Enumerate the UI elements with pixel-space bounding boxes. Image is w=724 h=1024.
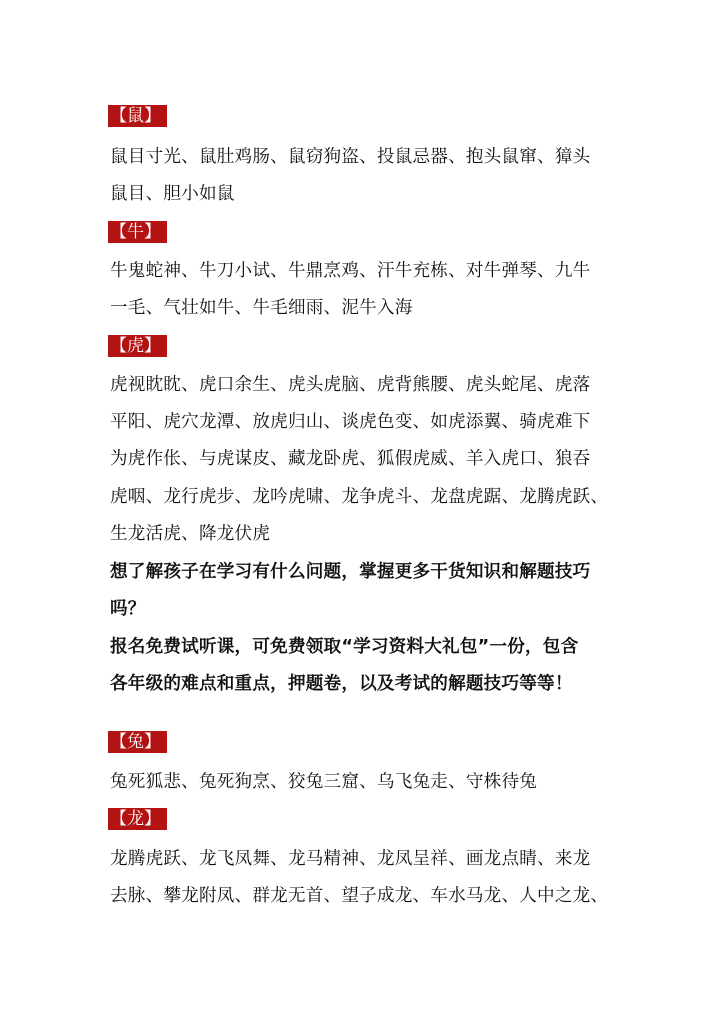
idiom-line: 龙腾虎跃、龙飞凤舞、龙马精神、龙凤呈祥、画龙点睛、来龙	[110, 849, 591, 869]
idiom-line: 鼠目寸光、鼠肚鸡肠、鼠窃狗盗、投鼠忌器、抱头鼠窜、獐头	[110, 147, 591, 167]
section-tag-rabbit: 【兔】	[108, 731, 167, 753]
section-tag-dragon: 【龙】	[108, 808, 167, 830]
idiom-line: 鼠目、胆小如鼠	[110, 184, 235, 204]
idiom-line: 去脉、攀龙附凤、群龙无首、望子成龙、车水马龙、人中之龙、	[110, 886, 609, 906]
section-tag-tiger: 【虎】	[108, 335, 167, 357]
promo-line: 报名免费试听课，可免费领取“学习资料大礼包”一份，包含	[110, 637, 579, 657]
idiom-line: 兔死狐悲、兔死狗烹、狡兔三窟、乌飞兔走、守株待兔	[110, 772, 538, 792]
promo-line: 吗？	[110, 599, 146, 619]
idiom-line: 一毛、气壮如牛、牛毛细雨、泥牛入海	[110, 298, 413, 318]
idiom-line: 平阳、虎穴龙潭、放虎归山、谈虎色变、如虎添翼、骑虎难下	[110, 412, 591, 432]
section-tag-ox: 【牛】	[108, 221, 167, 243]
promo-line: 想了解孩子在学习有什么问题，掌握更多干货知识和解题技巧	[110, 562, 591, 582]
idiom-line: 生龙活虎、降龙伏虎	[110, 524, 271, 544]
promo-line: 各年级的难点和重点，押题卷，以及考试的解题技巧等等！	[110, 674, 573, 694]
idiom-line: 为虎作伥、与虎谋皮、藏龙卧虎、狐假虎威、羊入虎口、狼吞	[110, 449, 591, 469]
idiom-line: 虎视眈眈、虎口余生、虎头虎脑、虎背熊腰、虎头蛇尾、虎落	[110, 375, 591, 395]
idiom-line: 虎咽、龙行虎步、龙吟虎啸、龙争虎斗、龙盘虎踞、龙腾虎跃、	[110, 487, 609, 507]
section-tag-rat: 【鼠】	[108, 105, 167, 127]
idiom-line: 牛鬼蛇神、牛刀小试、牛鼎烹鸡、汗牛充栋、对牛弹琴、九牛	[110, 261, 591, 281]
